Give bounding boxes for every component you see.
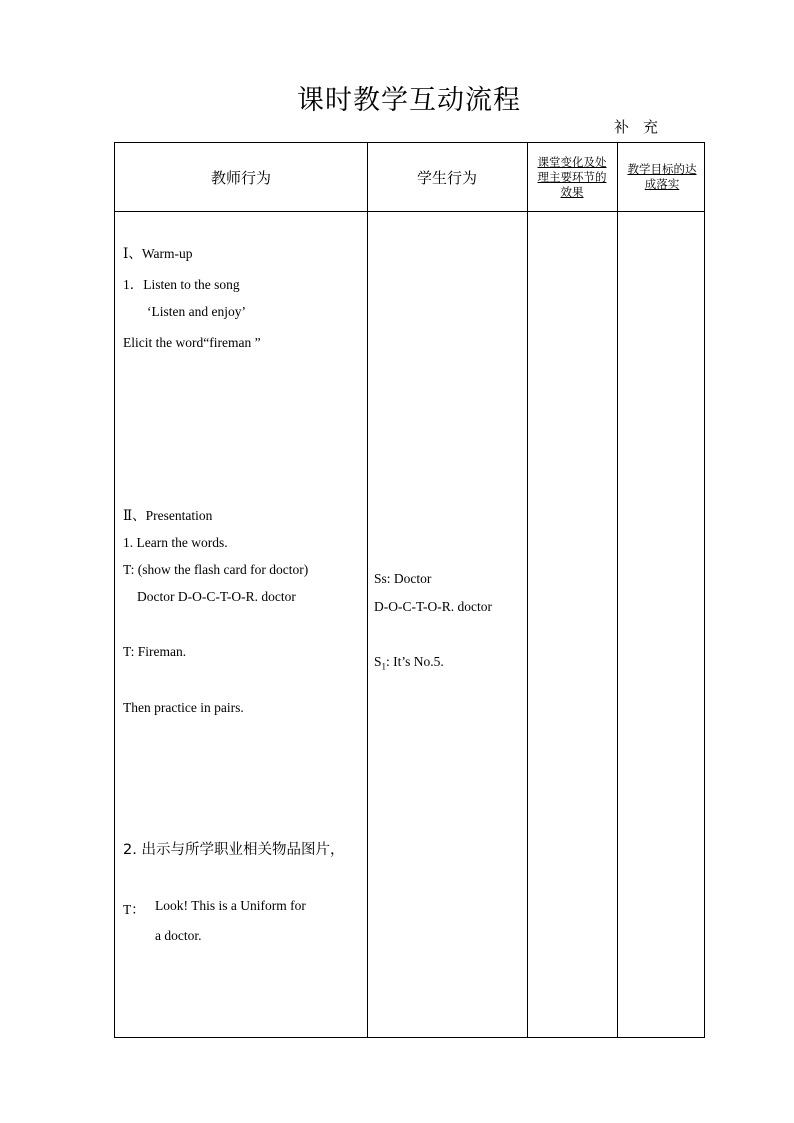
teacher-line: 2. 出示与所学职业相关物品图片， [123, 842, 345, 858]
teacher-line: 1. Learn the words. [123, 535, 228, 550]
column-divider [527, 143, 528, 1037]
header-teacher: 教师行为 [210, 168, 271, 187]
lesson-table [114, 142, 705, 1038]
header-divider [115, 211, 704, 212]
page-title: 课时教学互动流程 [297, 85, 521, 116]
teacher-line: ‘Listen and enjoy’ [147, 304, 246, 319]
teacher-line: T: Fireman. [123, 644, 187, 659]
header-goal: 教学目标的达成落实 [627, 162, 697, 191]
teacher-line: Then practice in pairs. [123, 700, 244, 715]
student-line: D-O-C-T-O-R. doctor [374, 599, 492, 614]
teacher-line: Look! This is a Uniform for [155, 898, 306, 913]
header-effect: 课堂变化及处理主要环节的效果 [537, 154, 607, 199]
section-presentation-heading: Ⅱ、Presentation [123, 508, 213, 523]
column-divider [617, 143, 618, 1037]
teacher-line: T： [123, 902, 145, 917]
teacher-line: Elicit the word“fireman ” [123, 335, 261, 350]
column-divider [367, 143, 368, 1037]
section-warmup-heading: Ⅰ、Warm-up [123, 246, 193, 261]
student-line: $S_1$: It’s No.5. [374, 654, 444, 672]
teacher-line: Doctor D-O-C-T-O-R. doctor [137, 589, 296, 604]
student-line: Ss: Doctor [374, 571, 432, 586]
teacher-line: T: (show the flash card for doctor) [123, 562, 309, 577]
teacher-line: a doctor. [155, 928, 202, 943]
header-student: 学生行为 [416, 168, 477, 187]
teacher-line: 1．Listen to the song [123, 277, 240, 292]
supplement-label: 补充 [614, 118, 673, 136]
